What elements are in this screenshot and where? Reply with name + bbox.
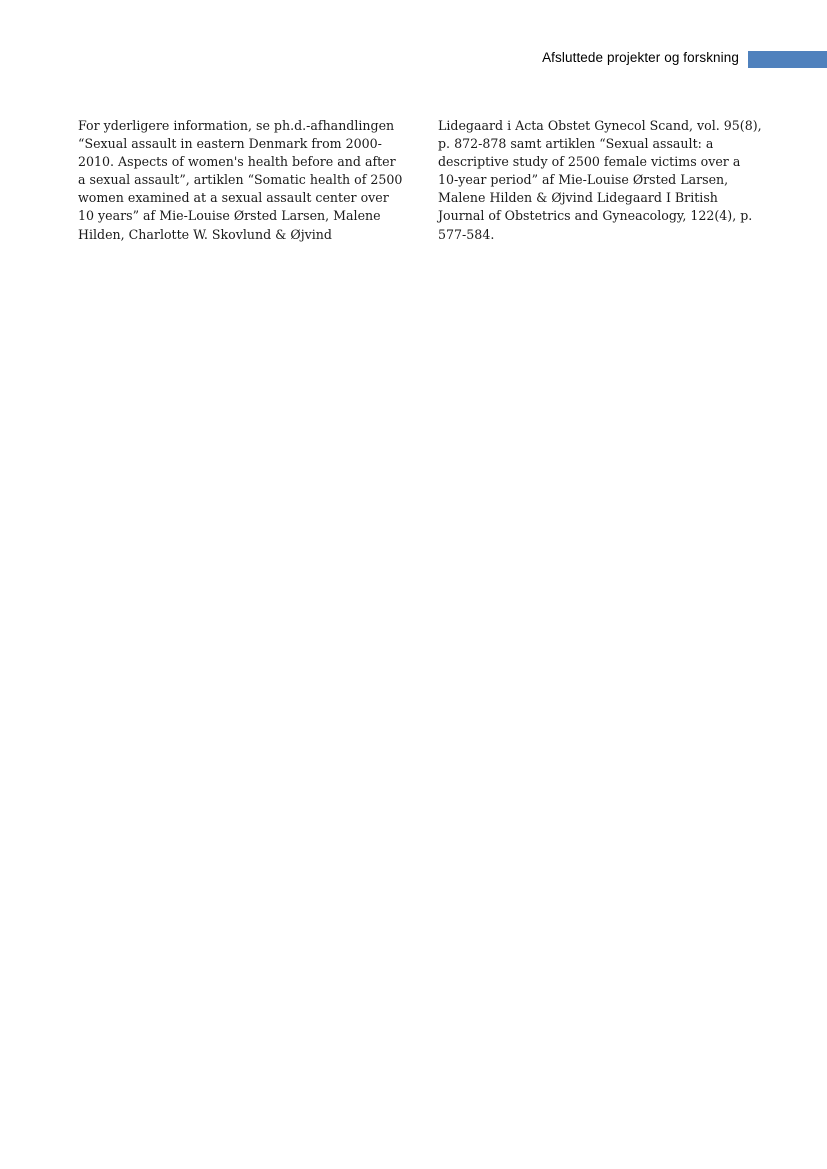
text-line: 10 years” af Mie-Louise Ørsted Larsen, Malene xyxy=(78,208,381,224)
header-accent-bar xyxy=(748,51,827,68)
running-header-title: Afsluttede projekter og forskning xyxy=(542,50,739,65)
body-text-column-left xyxy=(78,117,403,244)
text-line: 10-year period” af Mie-Louise Ørsted Larsen, xyxy=(438,172,729,188)
text-line: For yderligere information, se ph.d.-afhandlingen xyxy=(78,118,395,133)
text-line: “Sexual assault in eastern Denmark from 2000- xyxy=(78,136,382,152)
text-line: women examined at a sexual assault center over xyxy=(78,190,389,206)
text-line: Hilden, Charlotte W. Skovlund & Øjvind xyxy=(78,226,332,242)
text-line: descriptive study of 2500 female victims over a xyxy=(438,154,741,170)
text-line: 2010. Aspects of women's health before and after xyxy=(78,154,396,170)
text-line: Malene Hilden & Øjvind Lidegaard I British xyxy=(438,190,718,206)
text-line: 577-584. xyxy=(438,226,495,242)
text-line: a sexual assault”, artiklen “Somatic health of 2500 xyxy=(78,172,403,188)
text-line: Lidegaard i Acta Obstet Gynecol Scand, vol. 95(8), xyxy=(438,118,762,133)
text-line: Journal of Obstetrics and Gyneacology, 122(4), p. xyxy=(438,208,753,224)
body-text-column-right xyxy=(438,117,762,244)
text-line: p. 872-878 samt artiklen “Sexual assault: a xyxy=(438,136,714,152)
